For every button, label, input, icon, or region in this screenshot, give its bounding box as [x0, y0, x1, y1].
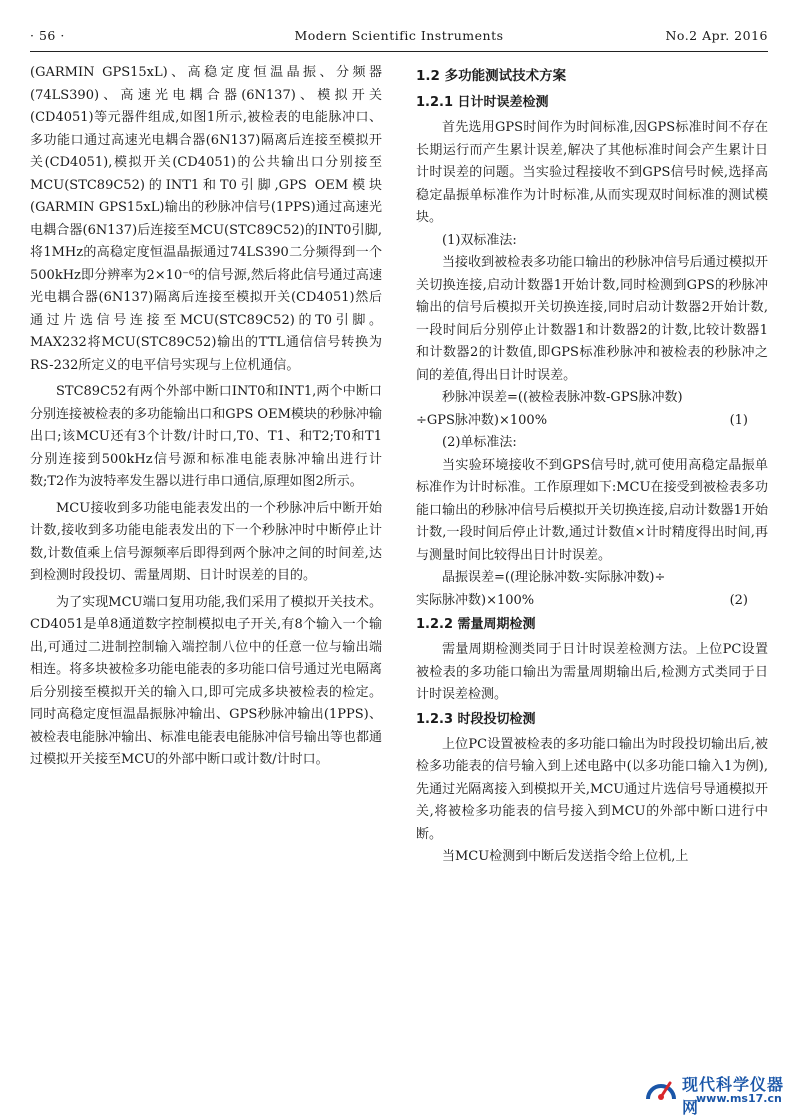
subsection-heading: 1.2.2 需量周期检测	[416, 617, 536, 632]
equation-2	[416, 567, 768, 612]
paragraph: 上位PC设置被检表的多功能口输出为时段投切输出后,被检多功能表的信号输入到上述电路中(以多功能口输入1为例),先通过光隔离接入到模拟开关,MCU通过片选信号导通模拟开关,将被检多功能表的信号接入到MCU的外部中断口进行中断。	[416, 736, 768, 842]
equation-line: 晶振误差=((理论脉冲数-实际脉冲数)÷	[442, 570, 666, 585]
paragraph: 当实验环境接收不到GPS信号时,就可使用高稳定晶振单标准作为计时标准。工作原理如下:MCU在接受到被检表多功能口输出的秒脉冲信号后模拟开关切换连接,启动计数器1开始计数,一段时间后停止计数,通过计数值×计时精度得出时间,再与测量时间比较得出日计时误差。	[416, 457, 768, 563]
equation-number: (1)	[729, 412, 748, 428]
journal-title: Modern Scientific Instruments	[294, 28, 504, 43]
paragraph: STC89C52有两个外部中断口INT0和INT1,两个中断口分别连接被检表的多功能输出口和GPS OEM模块的秒脉冲输出口;该MCU还有3个计数/计时口,T0、T1、和T2;T0和T1分别连接到500kHz信号源和标准电能表脉冲输出进行计数;T2作为波特率发生器以进行串口通信,原理如图2所示。	[30, 384, 382, 489]
equation-line: 秒脉冲误差=((被检表脉冲数-GPS脉冲数)	[442, 390, 683, 405]
watermark-name: 现代科学仪器网	[682, 1075, 785, 1117]
page-header	[30, 24, 768, 52]
paragraph: MCU接收到多功能电能表发出的一个秒脉冲后中断开始计数,接收到多功能电能表发出的下一个秒脉冲时中断停止计数,计数值乘上信号源频率后即得到两个脉冲之间的时间差,达到检测时段投切、需量周期、日计时误差的目的。	[30, 500, 382, 583]
section-heading: 1.2 多功能测试技术方案	[416, 68, 567, 84]
equation-line: ÷GPS脉冲数)×100%	[416, 412, 548, 428]
issue-info: No.2 Apr. 2016	[665, 28, 768, 43]
gauge-logo-icon	[644, 1073, 678, 1107]
paragraph: 首先选用GPS时间作为时间标准,因GPS标准时间不存在长期运行而产生累计误差,解决了其他标准时间会产生累计日计时误差的问题。当实验过程接收不到GPS信号时候,选择高稳定晶振单标准作为计时标准,从而实现双时间标准的测试模块。	[416, 120, 768, 225]
left-column	[30, 62, 382, 772]
equation-number: (2)	[729, 592, 748, 608]
subsection-heading: 1.2.1 日计时误差检测	[416, 95, 549, 110]
watermark-url: www.ms17.cn	[696, 1092, 782, 1105]
paragraph: (GARMIN GPS15xL)、高稳定度恒温晶振、分频器(74LS390)、高速光电耦合器(6N137)、模拟开关(CD4051)等元器件组成,如图1所示,被检表的电能脉冲口、多功能口通过高速光电耦合器(6N137)隔离后连接至模拟开关(CD4051),模拟开关(CD4051)的公共输出口分别接至MCU(STC89C52)的INT1和T0引脚,GPS OEM模块(GARMIN GPS15xL)输出的秒脉冲信号(1PPS)通过高速光电耦合器(6N137)后连接至MCU(STC89C52)的INT0引脚,将1MHz的高稳定度恒温晶振通过74LS390二分频得到一个500kHz即分辨率为2×10⁻⁶的信号源,然后将此信号通过高速光电耦合器(6N137)隔离后连接至模拟开关(CD4051)然后通过片选信号连接至MCU(STC89C52)的T0引脚。MAX232将MCU(STC89C52)输出的TTL通信信号转换为RS-232所定义的电平信号实现与上位机通信。	[30, 65, 382, 373]
method-label: (1)双标准法:	[442, 232, 517, 248]
paragraph: 需量周期检测类同于日计时误差检测方法。上位PC设置被检表的多功能口输出为需量周期输出后,检测方式类同于日计时误差检测。	[416, 642, 768, 702]
method-label: (2)单标准法:	[442, 435, 517, 450]
equation-1	[416, 387, 768, 432]
equation-line: 实际脉冲数)×100%	[416, 592, 535, 608]
paragraph: 当接收到被检表多功能口输出的秒脉冲信号后通过模拟开关切换连接,启动计数器1开始计数,同时检测到GPS的秒脉冲输出的信号后模拟开关切换连接,同时启动计数器2开始计数,一段时间后分别停止计数器1和计数器2的计数,比较计数器1和计数器2的计数值,即GPS标准秒脉冲和被检表的秒脉冲之间的差值,得出日计时误差。	[416, 255, 768, 383]
watermark	[644, 1071, 794, 1117]
header-rule	[30, 51, 768, 52]
page-number: · 56 ·	[30, 28, 65, 43]
paragraph: 当MCU检测到中断后发送指令给上位机,上	[442, 849, 689, 864]
subsection-heading: 1.2.3 时段投切检测	[416, 711, 536, 727]
paragraph: 为了实现MCU端口复用功能,我们采用了模拟开关技术。CD4051是单8通道数字控制模拟电子开关,有8个输入一个输出,可通过二进制控制输入端控制八位中的任意一位与输出端相连。将多块被检多功能电能表的多功能口信号通过光电隔离后分别接至模拟开关的输入口,即可完成多块被检表的检定。同时高稳定度恒温晶振脉冲输出、GPS秒脉冲输出(1PPS)、被检表电能脉冲输出、标准电能表电能脉冲信号输出等也都通过模拟开关接至MCU的外部中断口或计数/计时口。	[30, 594, 382, 767]
right-column	[416, 62, 768, 869]
